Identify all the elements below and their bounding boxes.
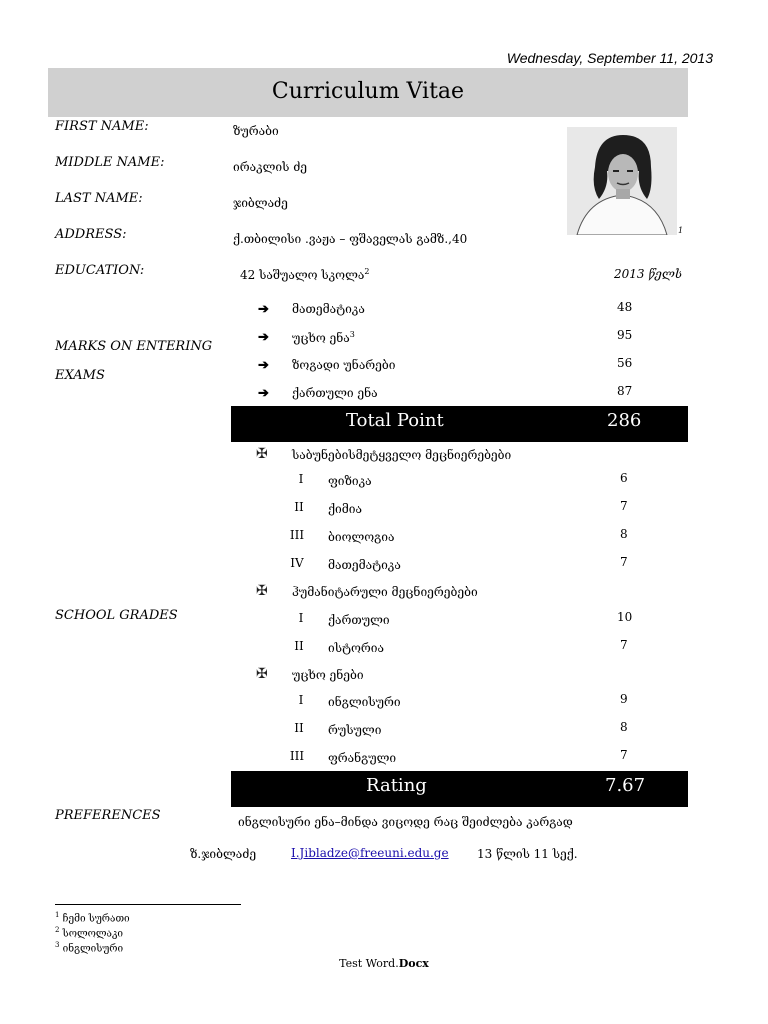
subject-grade: 6 — [620, 471, 628, 485]
footer-extension: Docx — [398, 957, 429, 970]
subject-grade: 7 — [620, 555, 628, 569]
total-point-label: Total Point — [346, 410, 444, 431]
subject-name: ინგლისური — [328, 695, 401, 709]
footnote-ref-3[interactable]: 3 — [349, 330, 355, 339]
footnote-1 — [55, 911, 130, 924]
footnote-number: 2 — [55, 926, 60, 934]
flourish-icon: ✠ — [256, 583, 268, 599]
roman-numeral: II — [294, 500, 304, 514]
subject-grade: 8 — [620, 720, 628, 734]
subject-name: ქართული — [328, 613, 390, 627]
exam-name — [292, 330, 355, 345]
subject-name: ფიზიკა — [328, 474, 372, 488]
footnote-3 — [55, 941, 123, 954]
roman-numeral: II — [294, 639, 304, 653]
roman-numeral: I — [298, 611, 304, 625]
rating-bar — [231, 771, 688, 807]
roman-numeral: II — [294, 721, 304, 735]
footnote-2 — [55, 926, 123, 939]
exam-row — [258, 354, 269, 373]
exam-name-text: უცხო ენა — [292, 331, 350, 345]
subject-grade: 10 — [617, 610, 633, 624]
footnote-text: ინგლისური — [62, 943, 124, 955]
education-label: EDUCATION: — [55, 263, 145, 278]
exam-row — [258, 326, 269, 345]
roman-numeral: III — [289, 528, 305, 542]
footnote-ref-2[interactable]: 2 — [364, 267, 370, 276]
arrow-right-icon: ➔ — [258, 358, 269, 373]
middle-name-label: MIDDLE NAME: — [55, 155, 165, 170]
last-name-label: LAST NAME: — [55, 191, 143, 206]
last-name-value: ჯიბლაძე — [233, 196, 288, 210]
exam-row — [258, 382, 269, 401]
preferences-value: ინგლისური ენა–მინდა ვიცოდე რაც შეიძლება კარგად — [238, 815, 573, 829]
profile-photo — [567, 127, 677, 235]
exam-score: 95 — [617, 328, 633, 342]
total-point-bar — [231, 406, 688, 442]
footnote-number: 1 — [55, 911, 60, 919]
rating-value: 7.67 — [605, 775, 646, 796]
exam-score: 48 — [617, 300, 633, 314]
address-value: ქ.თბილისი .ვაჟა – ფშაველას გამზ.,40 — [233, 232, 468, 246]
education-value — [240, 267, 369, 282]
signature-name: ზ.ჯიბლაძე — [190, 847, 257, 861]
grade-group-title: უცხო ენები — [292, 668, 364, 682]
roman-numeral: IV — [290, 556, 304, 570]
arrow-right-icon: ➔ — [258, 330, 269, 345]
footnote-text: სოლოლაკი — [62, 928, 124, 940]
footnote-number: 3 — [55, 941, 60, 949]
address-label: ADDRESS: — [55, 227, 127, 242]
subject-name: ბიოლოგია — [328, 530, 395, 544]
page-title: Curriculum Vitae — [271, 79, 465, 104]
school-grades-label: SCHOOL GRADES — [55, 608, 178, 623]
exam-row — [258, 298, 269, 317]
middle-name-value: ირაკლის ძე — [233, 160, 308, 174]
roman-numeral: I — [298, 472, 304, 486]
exams-label-line1: MARKS ON ENTERING — [55, 339, 213, 354]
rating-label: Rating — [366, 775, 427, 796]
footer-filename: Test Word. — [339, 957, 399, 970]
email-link[interactable]: I.Jibladze@freeuni.edu.ge — [291, 846, 449, 860]
subject-name: რუსული — [328, 723, 382, 737]
grade-group-title: ჰუმანიტარული მეცნიერებები — [292, 585, 478, 599]
exam-name: ქართული ენა — [292, 386, 378, 400]
roman-numeral: I — [298, 693, 304, 707]
education-year: 2013 წელს — [614, 267, 683, 281]
preferences-label: PREFERENCES — [55, 808, 161, 823]
first-name-label: FIRST NAME: — [55, 119, 149, 134]
subject-grade: 8 — [620, 527, 628, 541]
exam-score: 56 — [617, 356, 633, 370]
flourish-icon: ✠ — [256, 446, 268, 462]
document-date: Wednesday, September 11, 2013 — [506, 50, 713, 66]
total-point-value: 286 — [607, 410, 642, 431]
subject-grade: 7 — [620, 638, 628, 652]
footnote-separator — [55, 904, 241, 905]
subject-name: ფრანგული — [328, 751, 397, 765]
subject-name: ისტორია — [328, 641, 384, 655]
subject-name: ქიმია — [328, 502, 362, 516]
subject-grade: 9 — [620, 692, 628, 706]
exams-label-line2: EXAMS — [55, 368, 105, 383]
roman-numeral: III — [289, 749, 305, 763]
flourish-icon: ✠ — [256, 666, 268, 682]
arrow-right-icon: ➔ — [258, 302, 269, 317]
footnote-text: ჩემი სურათი — [62, 913, 130, 925]
first-name-value: ზურაბი — [233, 124, 279, 138]
exam-name: ზოგადი უნარები — [292, 358, 396, 372]
exam-name: მათემატიკა — [292, 302, 365, 316]
arrow-right-icon: ➔ — [258, 386, 269, 401]
signature-date: 13 წლის 11 სექ. — [477, 847, 578, 861]
portrait-image — [567, 127, 677, 235]
grade-group-title: საბუნებისმეტყველო მეცნიერებები — [292, 448, 512, 462]
subject-name: მათემატიკა — [328, 558, 401, 572]
education-school: 42 საშუალო სკოლა — [240, 268, 365, 282]
page-footer — [0, 957, 768, 970]
title-bar — [48, 68, 688, 117]
subject-grade: 7 — [620, 748, 628, 762]
subject-grade: 7 — [620, 499, 628, 513]
exam-score: 87 — [617, 384, 633, 398]
photo-footnote-ref[interactable]: 1 — [678, 226, 684, 235]
